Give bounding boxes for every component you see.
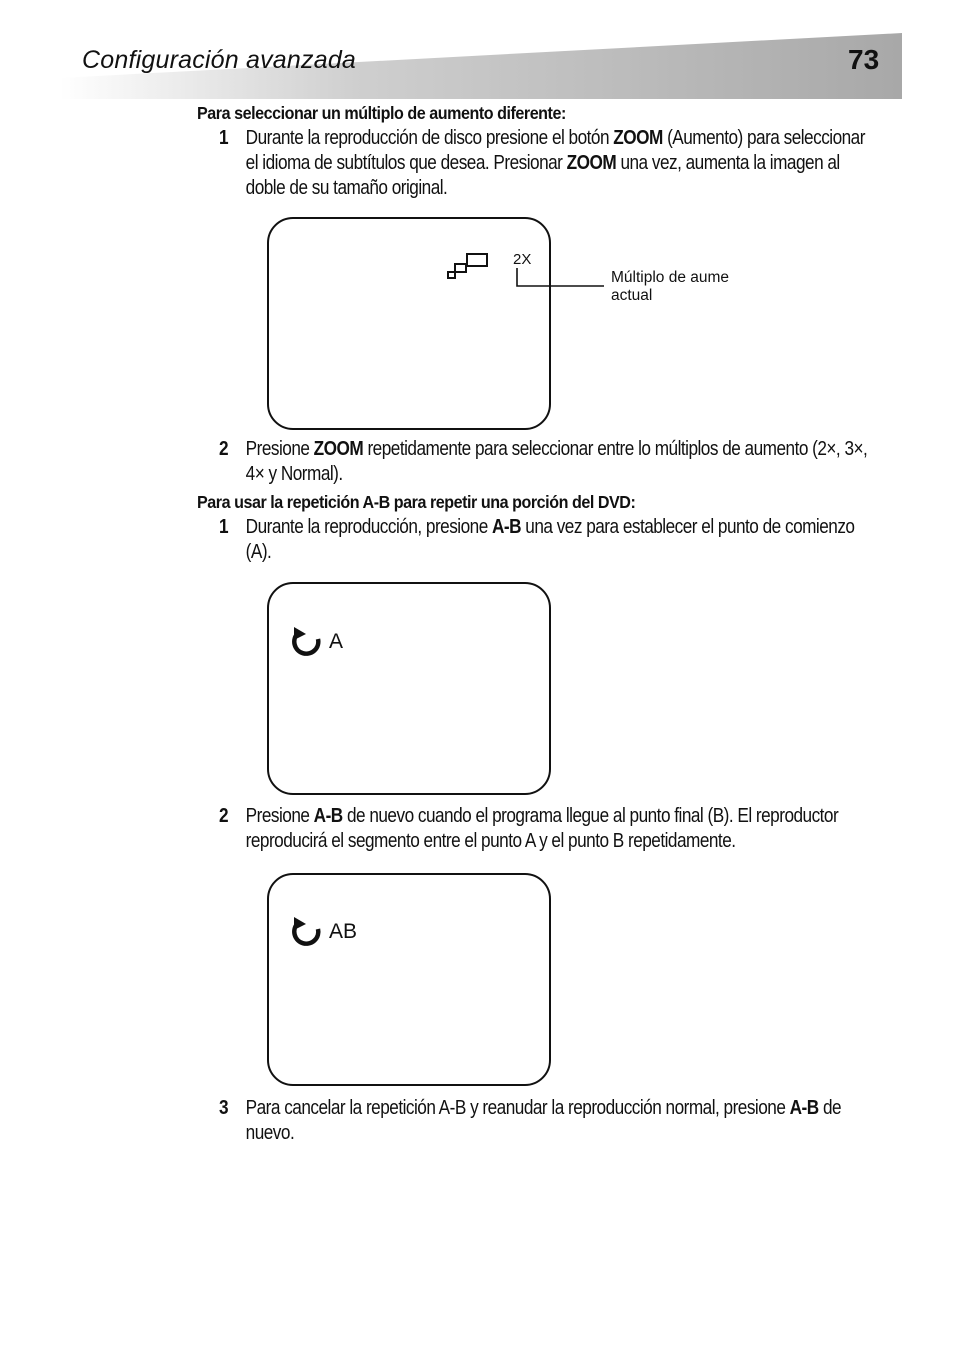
zoom-step-1 xyxy=(219,126,873,201)
repeat-segment-label: AB xyxy=(329,920,358,943)
repeat-icon xyxy=(282,626,324,660)
step-text: Presione A-B de nuevo cuando el programa llegue al punto final (B). El reproductor reproducirá el segmento entre el punto A y el punto B repetidamente. xyxy=(245,805,839,852)
zoom-level-value: 2X xyxy=(513,251,532,268)
step-number: 3 xyxy=(219,1097,229,1119)
zoom-step-2 xyxy=(219,437,873,487)
zoom-callout-label: Múltiplo de aume actual xyxy=(611,269,730,304)
ab-step-3 xyxy=(219,1096,873,1146)
step-text: Para cancelar la repetición A-B y reanudar la reproducción normal, presione A-B de nuevo. xyxy=(245,1097,842,1144)
ab-step-2 xyxy=(219,804,873,854)
repeat-icon xyxy=(282,916,324,950)
zoom-screen xyxy=(267,217,551,430)
ab-step-1 xyxy=(219,515,873,565)
step-number: 1 xyxy=(219,516,229,538)
ab-section-heading: Para usar la repetición A-B para repetir una porción del DVD: xyxy=(197,492,636,512)
callout-leader-line xyxy=(514,268,606,290)
zoom-button-label: ZOOM xyxy=(613,127,663,149)
zoom-button-label: ZOOM xyxy=(313,438,364,460)
step-number: 2 xyxy=(219,438,229,460)
ab-button-label: A-B xyxy=(492,516,522,538)
ab-button-label: A-B xyxy=(313,805,343,827)
step-number: 2 xyxy=(219,805,229,827)
zoom-icon xyxy=(446,251,490,281)
repeat-ab-screen xyxy=(267,873,551,1086)
repeat-point-label: A xyxy=(329,630,344,653)
ab-button-label: A-B xyxy=(789,1097,819,1119)
step-number: 1 xyxy=(219,127,229,149)
step-text: Durante la reproducción, presione A-B una vez para establecer el punto de comienzo (A). xyxy=(245,516,855,563)
header-title: Configuración avanzada xyxy=(82,46,357,74)
zoom-button-label: ZOOM xyxy=(566,152,617,174)
page-number: 73 xyxy=(848,44,880,75)
step-text: Presione ZOOM repetidamente para seleccionar entre lo múltiplos de aumento (2×, 3×, 4× y Normal). xyxy=(245,438,868,485)
step-text: Durante la reproducción de disco presione el botón ZOOM (Aumento) para seleccionar el idioma de subtítulos que desea. Presionar ZOOM una vez, aumenta la imagen al doble de su tamaño original. xyxy=(245,127,865,199)
repeat-a-screen xyxy=(267,582,551,795)
zoom-section-heading: Para seleccionar un múltiplo de aumento diferente: xyxy=(197,103,566,123)
